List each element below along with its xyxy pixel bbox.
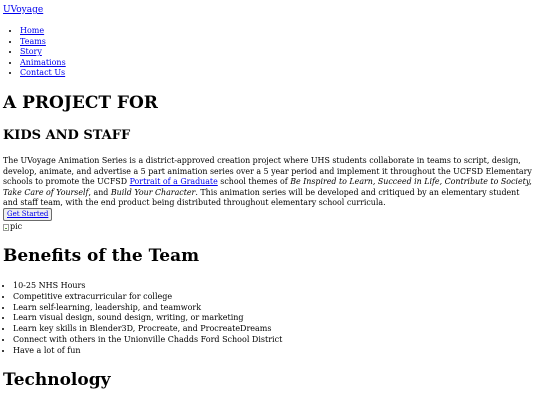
benefits-list (3, 281, 282, 357)
description-text: The UVoyage Animation Series is a district-approved creation project where UHS students collaborate in teams to script, design, develop, animate, and advertise a 5 part animation series over a 5 year period and implement it throughout the UCFSD Elementary schools to promote the UCFSD (3, 156, 532, 186)
broken-image-icon (3, 224, 9, 231)
portrait-of-graduate-link[interactable]: Portrait of a Graduate (129, 177, 218, 186)
brand-link[interactable]: UVoyage (3, 5, 44, 15)
benefit-item: • Connect with others in the Unionville Chadds Ford School District (13, 335, 282, 346)
nav-link-story[interactable]: Story (20, 47, 42, 56)
theme-list: Be Inspired to Learn, Succeed in Life, Contribute to Society, Take Care of Yourself (3, 177, 532, 197)
benefit-item: • Learn visual design, sound design, writing, or marketing (13, 313, 282, 324)
hero-description (3, 156, 533, 209)
benefit-item: • Have a lot of fun (13, 346, 282, 357)
nav-item-teams (20, 37, 66, 48)
hero-heading: A PROJECT FOR (3, 93, 158, 113)
nav-item-animations (20, 58, 66, 69)
description-text: , and (88, 187, 111, 197)
technology-heading: Technology (3, 370, 111, 390)
nav-link-home[interactable]: Home (20, 26, 45, 35)
nav-item-contact (20, 68, 66, 79)
get-started-button[interactable]: Get Started (3, 208, 52, 221)
image-alt-text: pic (10, 222, 23, 231)
benefit-item: • 10-25 NHS Hours (13, 281, 282, 292)
nav-link-contact[interactable]: Contact Us (20, 68, 66, 77)
nav-item-story (20, 47, 66, 58)
nav-link-animations[interactable]: Animations (20, 57, 66, 67)
theme-character: Build Your Character (110, 187, 196, 197)
nav-item-home (20, 26, 66, 37)
description-text: . This animation series will be developed and critiqued by an elementary student and staff team, with the end product being distributed throughout elementary school curricula. (3, 187, 520, 207)
nav-link-teams[interactable]: Teams (20, 36, 46, 46)
hero-image (3, 222, 22, 232)
description-text: school themes of (217, 177, 291, 186)
benefit-item: • Learn key skills in Blender3D, Procreate, and ProcreateDreams (13, 324, 282, 335)
hero-subheading: KIDS AND STAFF (3, 128, 131, 143)
benefits-heading: Benefits of the Team (3, 246, 200, 266)
benefit-item: • Learn self-learning, leadership, and teamwork (13, 303, 282, 314)
benefit-item: • Competitive extracurricular for college (13, 292, 282, 303)
main-nav (10, 26, 66, 79)
